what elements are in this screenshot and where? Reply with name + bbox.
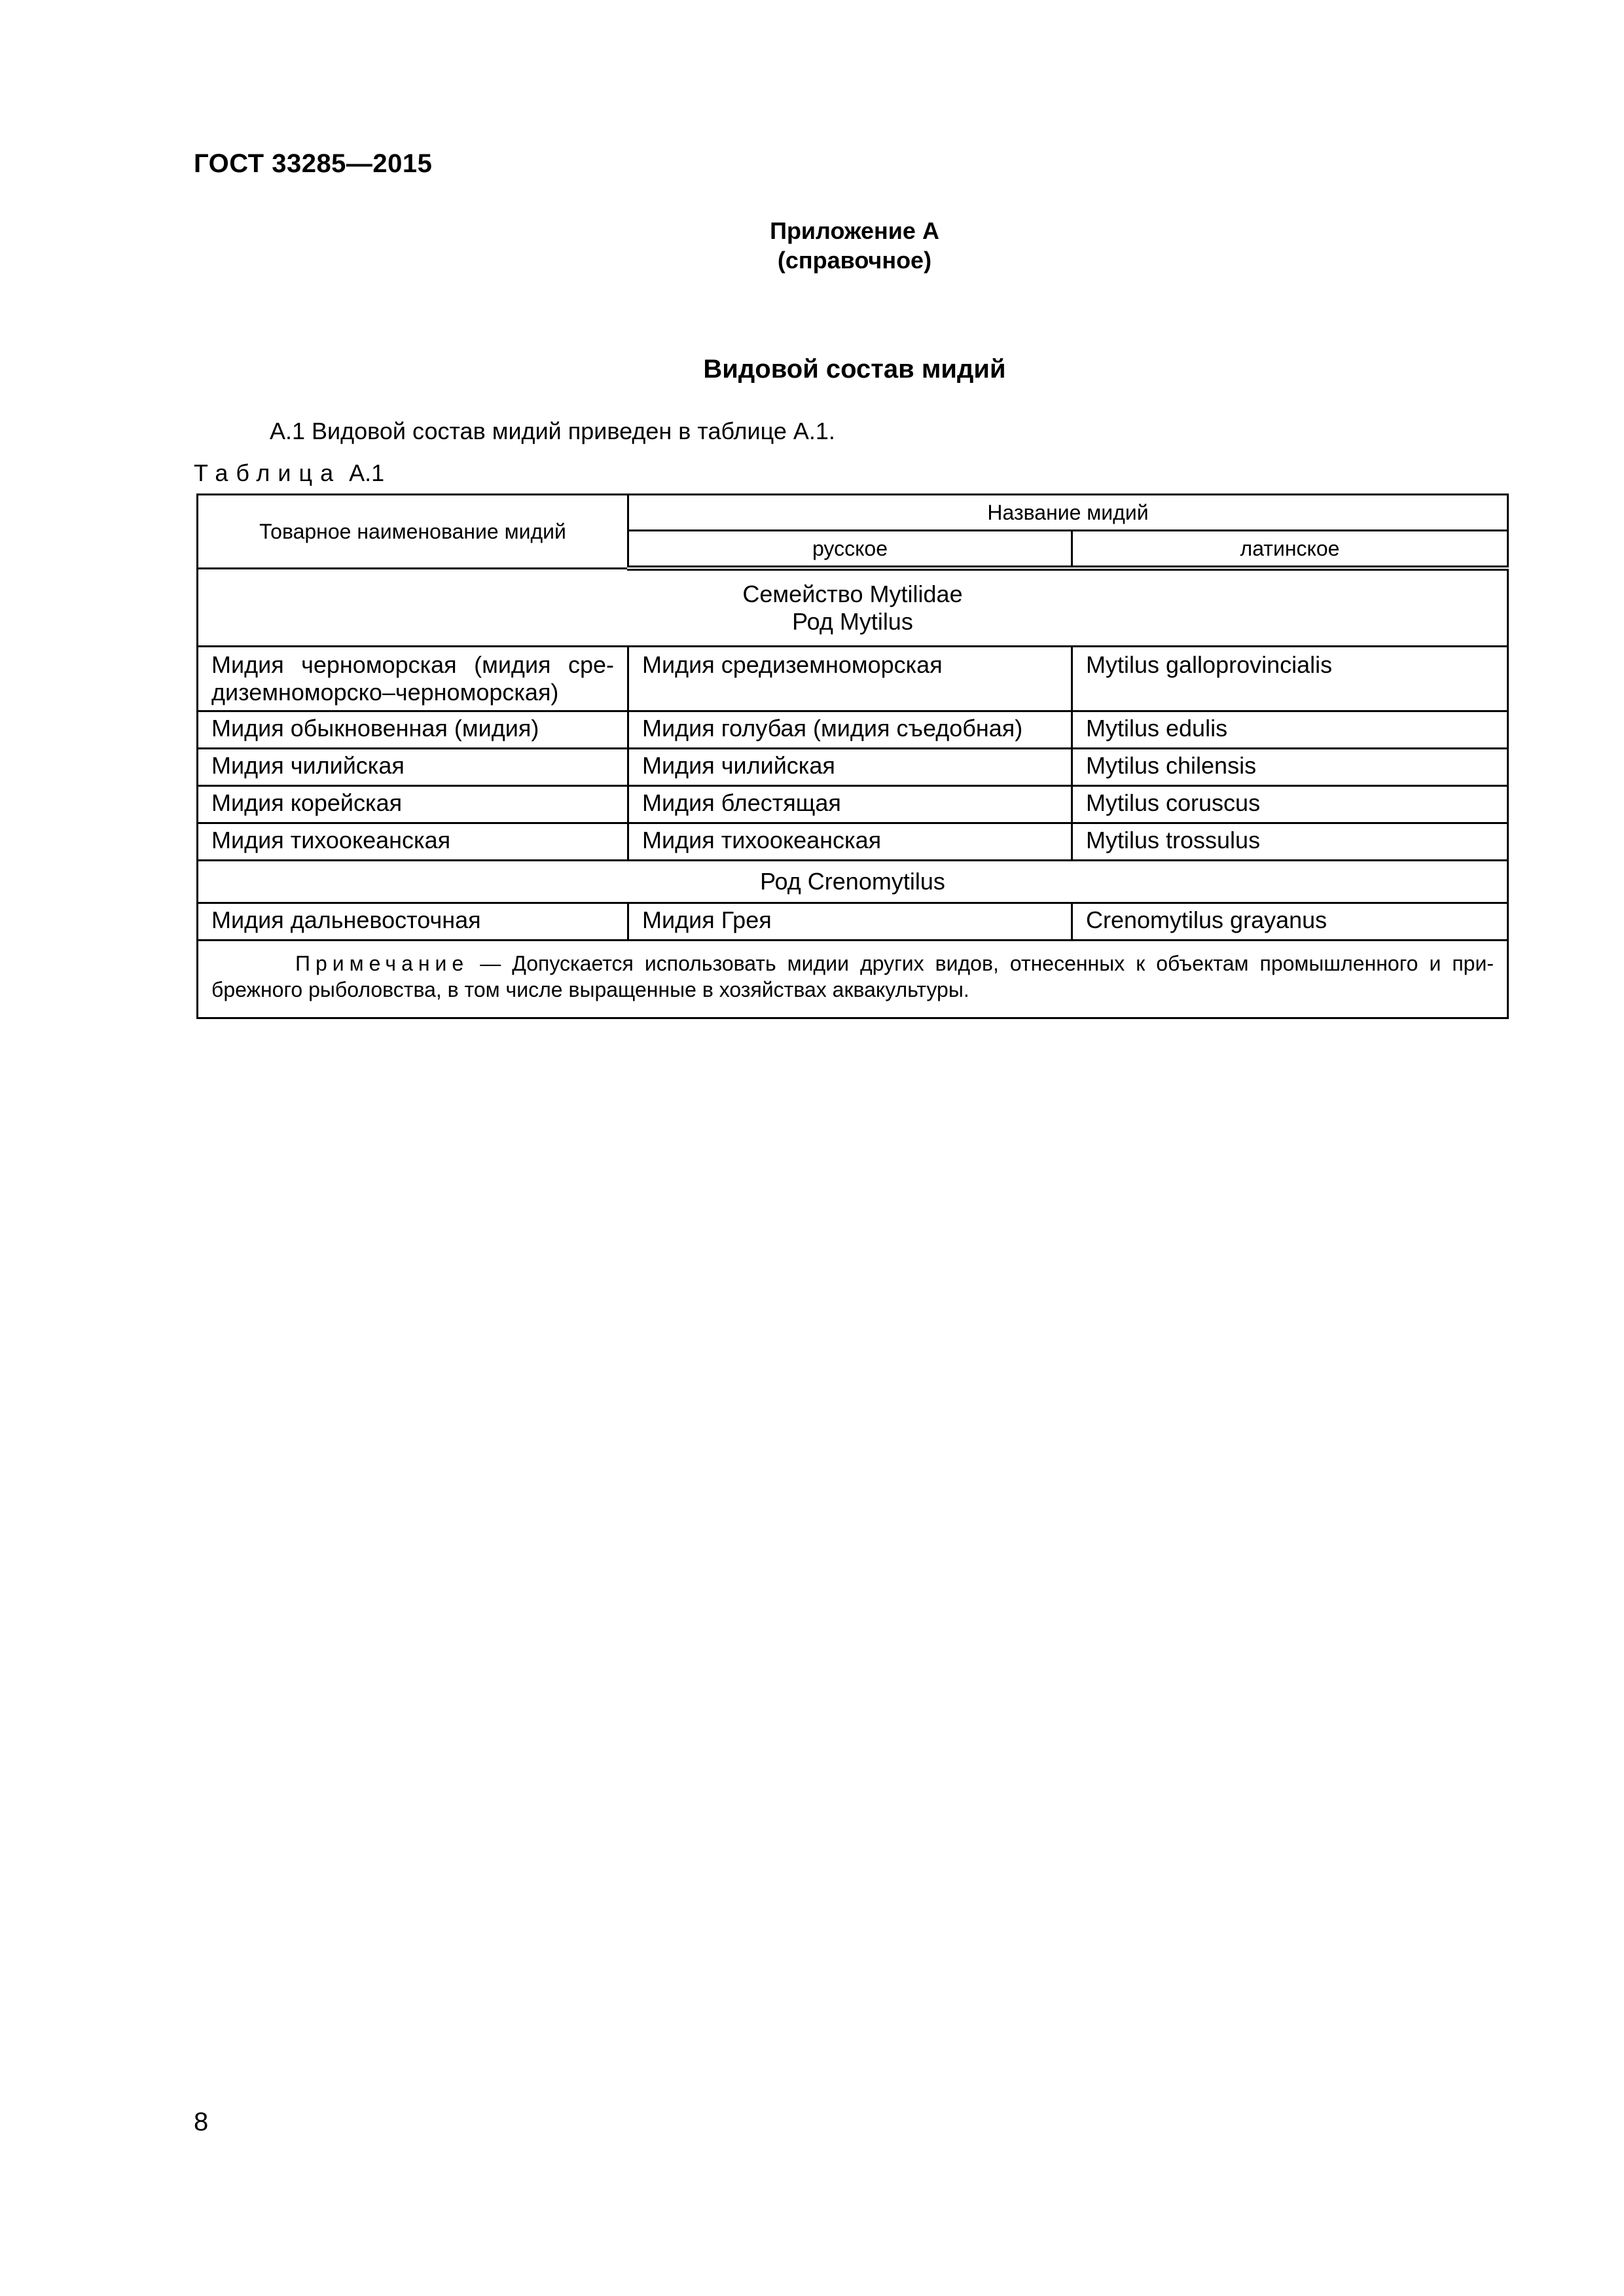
appendix-heading bbox=[0, 216, 1624, 275]
table-note bbox=[198, 941, 1508, 1018]
cell-trade-name: Мидия черноморская (мидия средиземноморско–черноморская) bbox=[198, 647, 628, 711]
header-trade-name: Товарное наименование мидий bbox=[198, 495, 628, 569]
table-caption-number: А.1 bbox=[349, 459, 385, 486]
genus-crenomytilus-label: Род Crenomytilus bbox=[198, 861, 1508, 903]
page-number: 8 bbox=[194, 2108, 209, 2136]
appendix-title: Приложение А bbox=[770, 217, 939, 244]
note-text: — Допускается использовать мидии других видов, отнесенных к объектам промышленного и прибрежного рыболовства, в том числе выращенные в хозяйствах аквакультуры. bbox=[211, 952, 1494, 1001]
family-group-cell bbox=[198, 568, 1508, 647]
cell-latin-name: Mytilus galloprovincialis bbox=[1072, 647, 1508, 711]
cell-russian-name: Мидия Грея bbox=[628, 903, 1072, 941]
cell-trade-name: Мидия чилийская bbox=[198, 749, 628, 786]
table-row bbox=[198, 903, 1508, 941]
cell-russian-name: Мидия блестящая bbox=[628, 786, 1072, 823]
genus-group-row bbox=[198, 861, 1508, 903]
cell-latin-name: Mytilus chilensis bbox=[1072, 749, 1508, 786]
mussel-species-table bbox=[196, 493, 1509, 1019]
cell-russian-name: Мидия средиземноморская bbox=[628, 647, 1072, 711]
cell-russian-name: Мидия чилийская bbox=[628, 749, 1072, 786]
table-header-row bbox=[198, 495, 1508, 531]
family-label: Семейство Mytilidae bbox=[742, 581, 963, 607]
table-row bbox=[198, 711, 1508, 749]
header-latin: латинское bbox=[1072, 531, 1508, 569]
note-label: Примечание bbox=[295, 952, 469, 975]
table-caption-label: Таблица bbox=[194, 459, 342, 486]
cell-trade-name: Мидия корейская bbox=[198, 786, 628, 823]
cell-trade-name: Мидия обыкновенная (мидия) bbox=[198, 711, 628, 749]
intro-paragraph: А.1 Видовой состав мидий приведен в таблице А.1. bbox=[270, 418, 835, 444]
table-row bbox=[198, 823, 1508, 861]
genus-mytilus-label: Род Mytilus bbox=[792, 608, 913, 635]
cell-latin-name: Mytilus edulis bbox=[1072, 711, 1508, 749]
cell-russian-name: Мидия тихоокеанская bbox=[628, 823, 1072, 861]
section-title bbox=[0, 355, 1624, 384]
cell-latin-name: Crenomytilus grayanus bbox=[1072, 903, 1508, 941]
cell-trade-name: Мидия дальневосточная bbox=[198, 903, 628, 941]
table-row bbox=[198, 786, 1508, 823]
cell-latin-name: Mytilus trossulus bbox=[1072, 823, 1508, 861]
note-row bbox=[198, 941, 1508, 1018]
section-title-text: Видовой состав мидий bbox=[703, 355, 1006, 384]
family-group-row bbox=[198, 568, 1508, 647]
cell-latin-name: Mytilus coruscus bbox=[1072, 786, 1508, 823]
document-id: ГОСТ 33285—2015 bbox=[194, 149, 433, 178]
header-name: Название мидий bbox=[628, 495, 1508, 531]
table-row bbox=[198, 647, 1508, 711]
table-caption bbox=[194, 459, 384, 487]
cell-trade-name: Мидия тихоокеанская bbox=[198, 823, 628, 861]
cell-russian-name: Мидия голубая (мидия съедобная) bbox=[628, 711, 1072, 749]
header-russian: русское bbox=[628, 531, 1072, 569]
appendix-subtitle: (справочное) bbox=[777, 247, 932, 274]
table-row bbox=[198, 749, 1508, 786]
